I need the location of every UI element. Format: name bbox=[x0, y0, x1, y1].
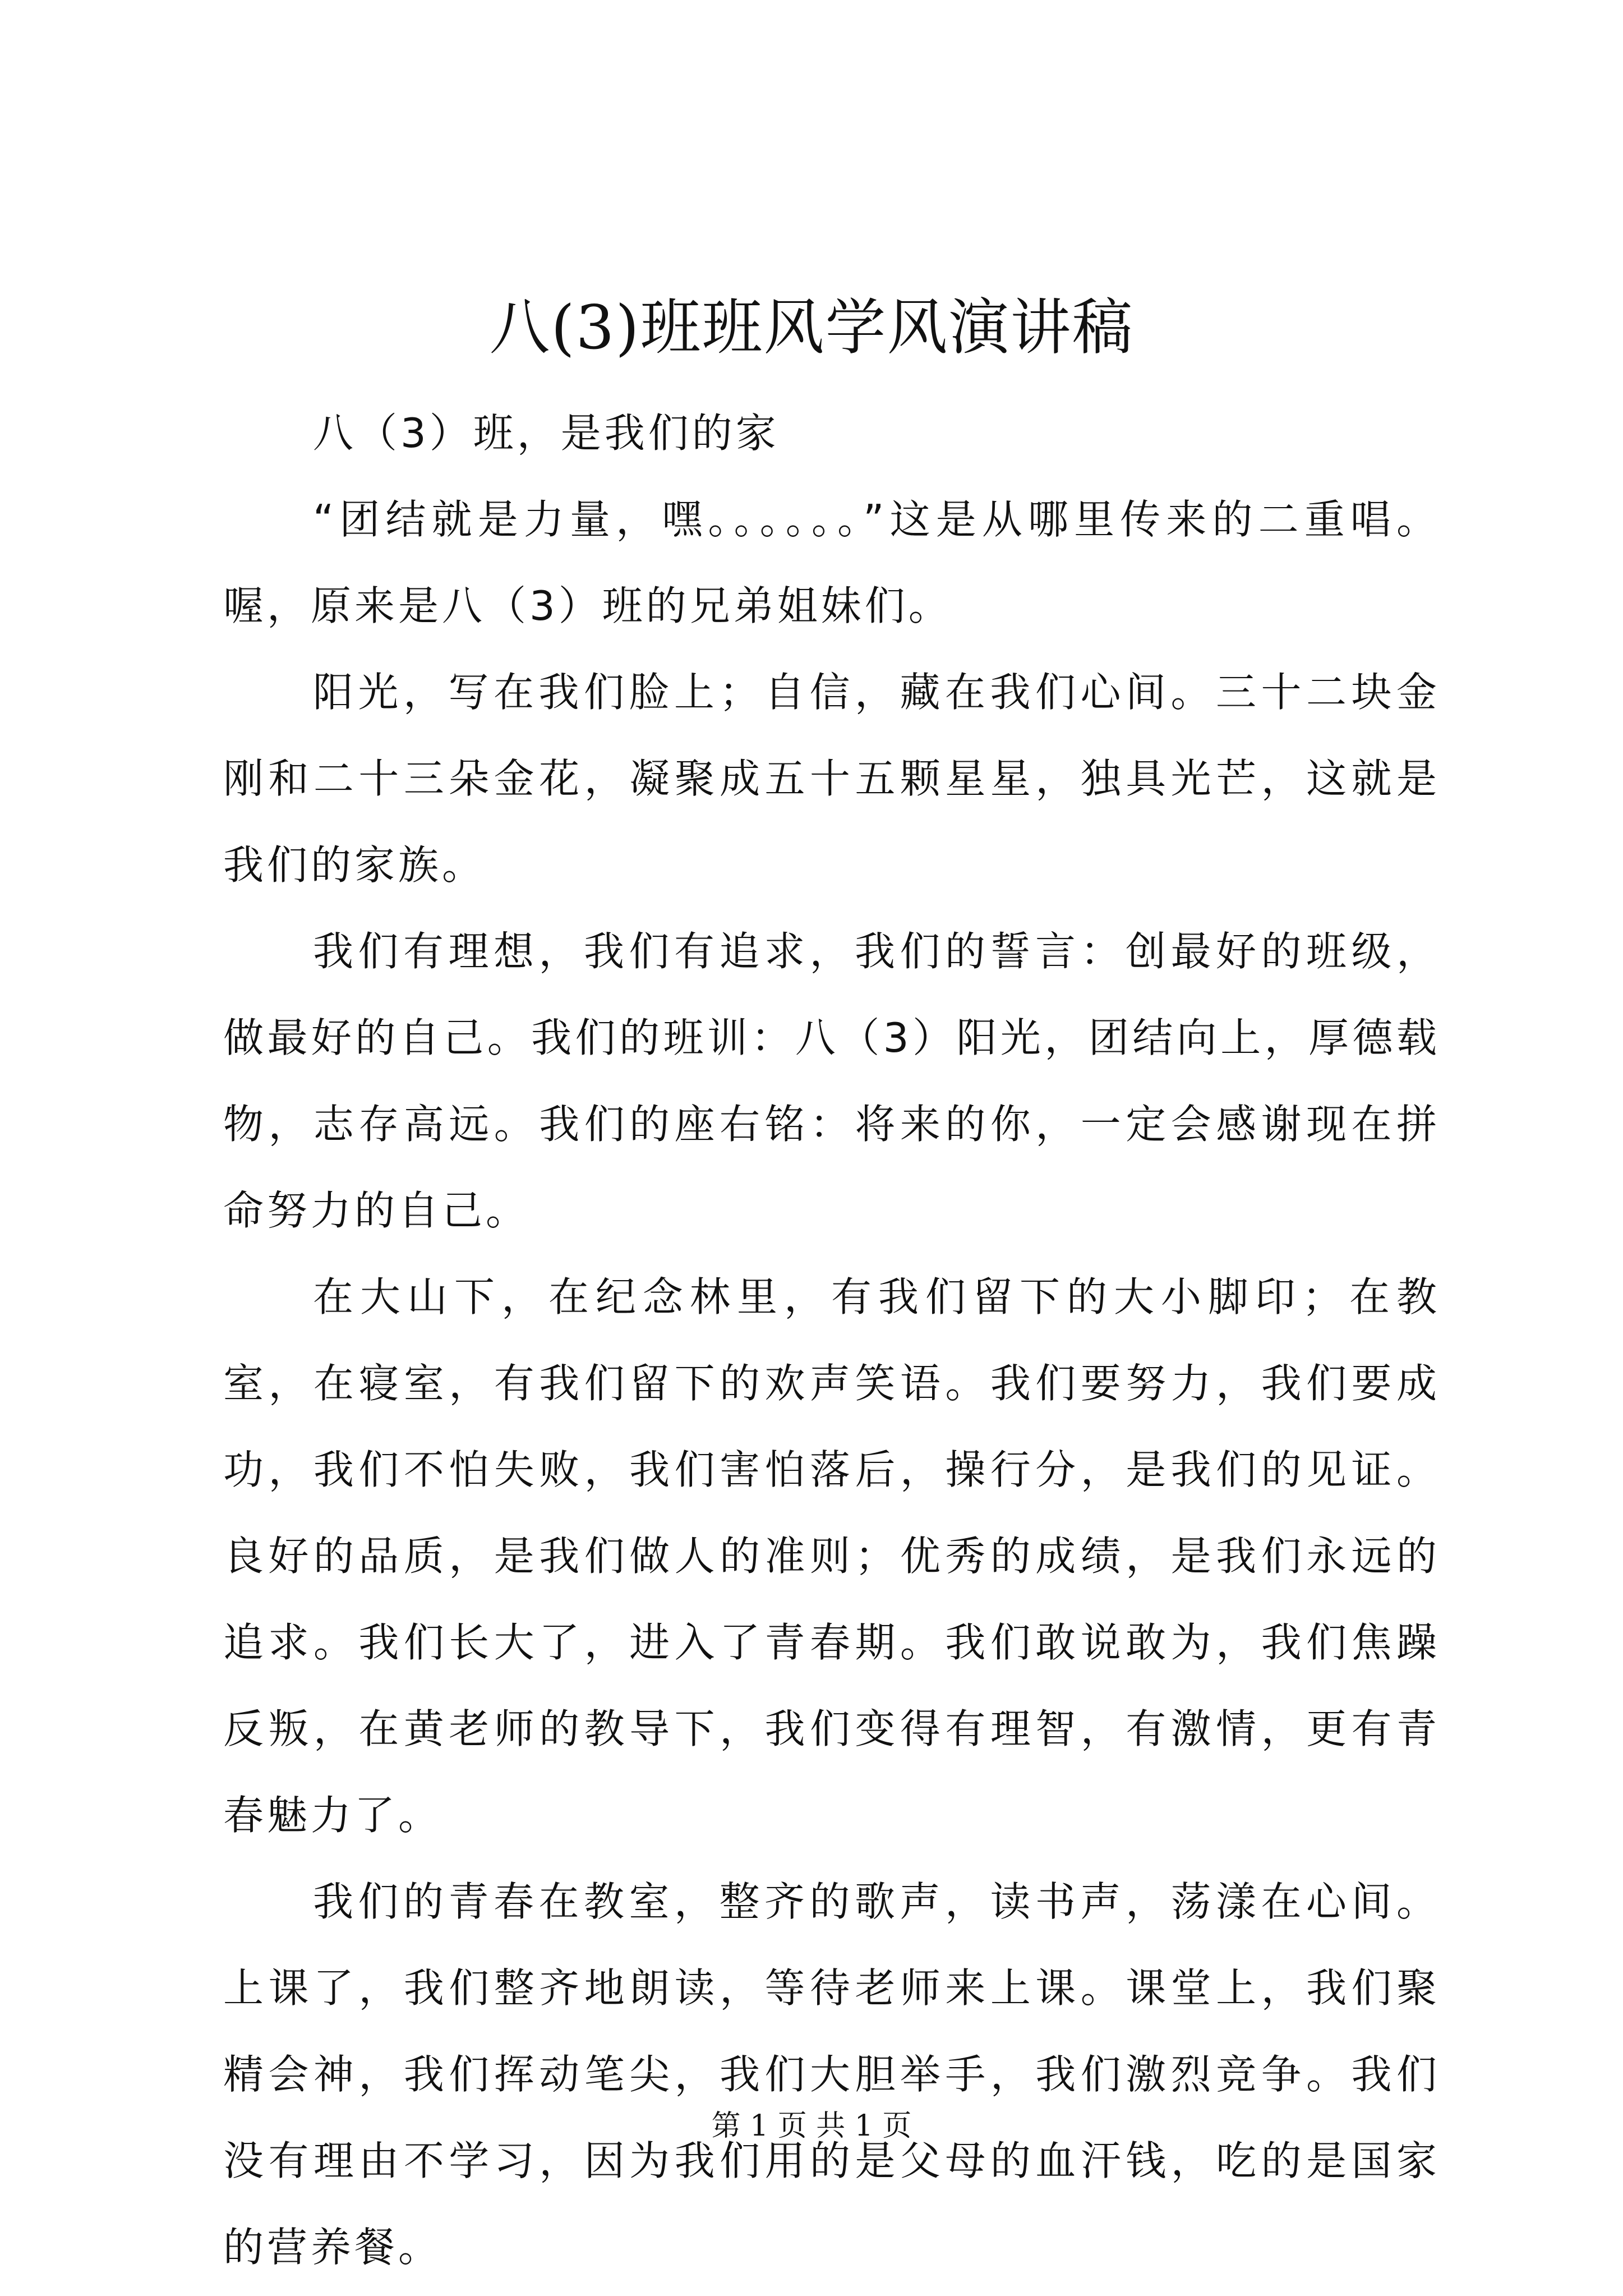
document-title: 八(3)班班风学风演讲稿 bbox=[489, 293, 1134, 363]
paragraph: 我们有理想，我们有追求，我们的誓言：创最好的班级，做最好的自己。我们的班训：八（3）阳光，团结向上，厚德载物，志存高远。我们的座右铭：将来的你，一定会感谢现在拼命努力的自己。 bbox=[223, 928, 1440, 1234]
paragraph-subtitle: 八（3）班，是我们的家 bbox=[313, 409, 780, 457]
page-number-footer: 第 1 页 共 1 页 bbox=[711, 2109, 912, 2143]
document-body bbox=[223, 390, 1440, 2290]
paragraph: 阳光，写在我们脸上；自信，藏在我们心间。三十二块金刚和二十三朵金花，凝聚成五十五颗星星，独具光芒，这就是我们的家族。 bbox=[223, 669, 1440, 889]
paragraph: 我们的青春在教室，整齐的歌声，读书声，荡漾在心间。上课了，我们整齐地朗读，等待老师来上课。课堂上，我们聚精会神，我们挥动笔尖，我们大胆举手，我们激烈竞争。我们没有理由不学习，因为我们用的是父母的血汗钱，吃的是国家的营养餐。 bbox=[223, 1878, 1440, 2271]
paragraph: “团结就是力量，嘿。。。。。。”这是从哪里传来的二重唱。喔，原来是八（3）班的兄弟姐妹们。 bbox=[223, 496, 1440, 629]
paragraph: 在大山下，在纪念林里，有我们留下的大小脚印；在教室，在寝室，有我们留下的欢声笑语。我们要努力，我们要成功，我们不怕失败，我们害怕落后，操行分，是我们的见证。良好的品质，是我们做人的准则；优秀的成绩，是我们永远的追求。我们长大了，进入了青春期。我们敢说敢为，我们焦躁反叛，在黄老师的教导下，我们变得有理智，有激情，更有青春魅力了。 bbox=[223, 1273, 1440, 1839]
